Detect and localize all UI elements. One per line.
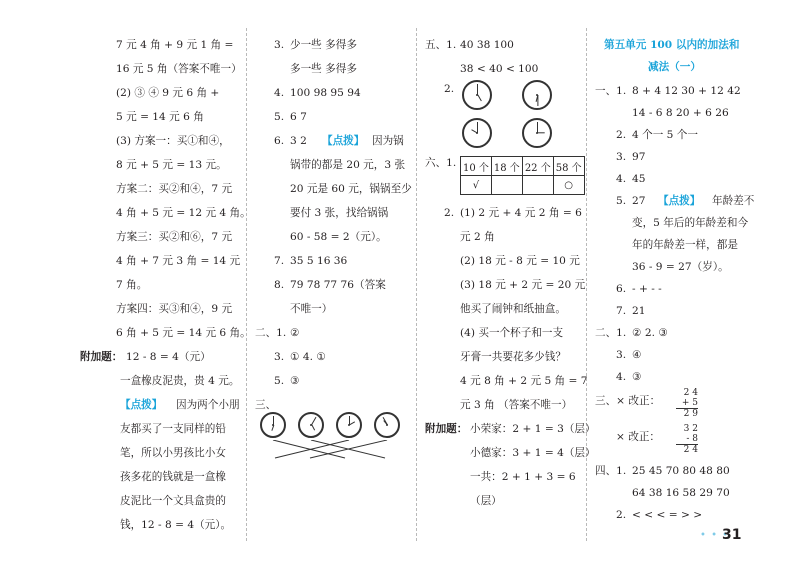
s2-1-text: ② 2. ③ [632, 327, 668, 339]
tip-line: 因为两个小朋 [176, 399, 240, 411]
s5-2-num: 2. [444, 83, 455, 95]
q1-line-a: 8 + 4 12 30 + 12 42 [632, 85, 741, 97]
q6-text: - + - - [632, 283, 662, 295]
extra-question-label: 附加题： [80, 351, 123, 363]
c2-item-num: 3. [274, 39, 285, 51]
tip-line: 友都买了一支同样的铅 [120, 423, 226, 435]
q1-num: 一、1. [595, 85, 627, 97]
s2-5-text: ③ [290, 375, 300, 387]
q7-num: 7. [616, 305, 627, 317]
q3-text: 97 [632, 151, 646, 163]
q6-tip-tail: 因为锅 [372, 135, 404, 147]
c1-extra-line: 12 - 8 = 4（元） [126, 351, 211, 363]
q6-num: 6. [616, 283, 627, 295]
q1-line-b: 14 - 6 8 20 + 6 26 [632, 107, 729, 119]
calc-line: 2 4 [683, 445, 698, 455]
table-row [461, 176, 585, 195]
table-cell: 18 个 [491, 157, 522, 176]
s2-1-num: 二、1. [255, 327, 287, 339]
c1-line: 7 元 4 角 + 9 元 1 角 = [116, 39, 234, 51]
q5-num: 5. [616, 195, 627, 207]
unit-title: 第五单元 100 以内的加法和 [604, 39, 740, 51]
s4-1-num: 四、1. [595, 465, 627, 477]
s2-3-text: ① 4. ① [290, 351, 326, 363]
c1-line: 方案三：买②和⑥，7 元 [116, 231, 233, 243]
s2-1-num: 二、1. [595, 327, 627, 339]
calc-line: 2 4 [683, 388, 698, 398]
tip-line: 皮泥比一个文具盒贵的 [120, 495, 226, 507]
q7-num: 7. [274, 255, 285, 267]
q7-text: 35 5 16 36 [290, 255, 348, 267]
q5-tip-tail: 年龄差不 [712, 195, 755, 207]
column-divider [246, 28, 247, 541]
tip-line: 孩多花的钱就是一盒橡 [120, 471, 226, 483]
q5-tip-tag: 【点拨】 [658, 195, 701, 207]
q2-line: 4 元 8 角 + 2 元 5 角 = 7 [460, 375, 588, 387]
table-cell: √ [461, 176, 492, 195]
c1-line: 4 角 + 7 元 3 角 = 14 元 [116, 255, 241, 267]
column-divider [586, 28, 587, 541]
q6-line: 锅带的都是 20 元，3 张 [290, 159, 406, 171]
q6-answer: 3 2 [290, 135, 307, 147]
q2-num: 2. [444, 207, 455, 219]
tip-line: 笔，所以小男孩比小女 [120, 447, 226, 459]
c1-line: 6 角 + 5 元 = 14 元 6 角。 [116, 327, 251, 339]
c1-line: 方案四：买③和④，9 元 [116, 303, 233, 315]
table-cell: 58 个 [553, 157, 584, 176]
page-number: 31 [722, 527, 742, 543]
c1-line: 方案二：买②和④，7 元 [116, 183, 233, 195]
clock-icon [260, 412, 286, 438]
c2-item-text: 6 7 [290, 111, 307, 123]
clock-icon [336, 412, 362, 438]
unit-subtitle: 减法（一） [648, 61, 701, 73]
matching-lines [255, 440, 415, 460]
tip-tag: 【点拨】 [120, 399, 163, 411]
c2-item-text: 多一些 多得多 [290, 63, 357, 75]
table-cell: 22 个 [522, 157, 553, 176]
q5-line: 变，5 年后的年龄差和今 [632, 217, 749, 229]
c1-extra-line2: 一盒橡皮泥贵，贵 4 元。 [120, 375, 240, 387]
q5-line: 年的年龄差一样，都是 [632, 239, 738, 251]
q2-line: (3) 18 元 + 2 元 = 20 元 [460, 279, 586, 291]
s2-3-num: 3. [616, 349, 627, 361]
calc-line: 2 9 [683, 409, 698, 419]
q2-line: (1) 2 元 + 4 元 2 角 = 6 [460, 207, 582, 219]
c1-line: 7 角。 [116, 279, 148, 291]
s3-label: 三、 [255, 399, 277, 411]
vertical-calc [676, 388, 698, 419]
extra-line: （层） [470, 495, 502, 507]
table-row [461, 157, 585, 176]
q2-line: 牙膏一共要花多少钱？ [460, 351, 566, 363]
s4-1-line-b: 64 38 16 58 29 70 [632, 487, 730, 499]
s4-1-line-a: 25 45 70 80 48 80 [632, 465, 730, 477]
q2-line: 元 2 角 [460, 231, 495, 243]
s5-1-num: 五、1. [425, 39, 457, 51]
c1-line: (3) 方案一：买①和④， [116, 135, 230, 147]
clock-icon [462, 80, 492, 110]
q8-num: 8. [274, 279, 285, 291]
clock-icon [298, 412, 324, 438]
s2-1-text: ② [290, 327, 300, 339]
q4-text: 45 [632, 173, 646, 185]
c1-line: (2) ③ ④ 9 元 6 角 + [116, 87, 220, 99]
c1-line: 16 元 5 角（答案不唯一） [116, 63, 242, 75]
extra-question-label: 附加题： [425, 423, 468, 435]
s2-5-num: 5. [274, 375, 285, 387]
c1-line: 4 角 + 5 元 = 12 元 4 角。 [116, 207, 251, 219]
q7-text: 21 [632, 305, 646, 317]
q6-line: 60 - 58 = 2（元）。 [290, 231, 387, 243]
column-divider [416, 28, 417, 541]
c2-item-num: 5. [274, 111, 285, 123]
table-cell [522, 176, 553, 195]
q2-num: 2. [616, 129, 627, 141]
q2-text: 4 个一 5 个一 [632, 129, 698, 141]
s4-2-text: < < < = > > [632, 509, 703, 521]
extra-line: 小德家：3 + 1 = 4（层） [470, 447, 596, 459]
q2-line: (2) 18 元 - 8 元 = 10 元 [460, 255, 580, 267]
q2-line: 元 3 角 （答案不唯一） [460, 399, 573, 411]
q6-line: 要付 3 张，找给锅锅 [290, 207, 389, 219]
table-cell: ○ [553, 176, 584, 195]
c2-item-num: 4. [274, 87, 285, 99]
clock-icon [462, 118, 492, 148]
table-cell [491, 176, 522, 195]
extra-line: 一共：2 + 1 + 3 = 6 [470, 471, 576, 483]
s5-1-compare: 38 < 40 < 100 [460, 63, 539, 75]
table-cell: 10 个 [461, 157, 492, 176]
s2-3-num: 3. [274, 351, 285, 363]
c2-item-text: 少一些 多得多 [290, 39, 357, 51]
c1-line: 8 元 + 5 元 = 13 元。 [116, 159, 227, 171]
q5-line: 36 - 9 = 27（岁）。 [632, 261, 729, 273]
s5-1-text: 40 38 100 [460, 39, 514, 51]
s6-1-num: 六、1. [425, 157, 457, 169]
q6-tip-tag: 【点拨】 [322, 135, 365, 147]
q6-num: 6. [274, 135, 285, 147]
page-dots: • • • [700, 530, 730, 541]
c2-item-text: 100 98 95 94 [290, 87, 361, 99]
vertical-calc [676, 424, 698, 455]
calc-line: + 5 [676, 398, 698, 409]
c1-line: 5 元 = 14 元 6 角 [116, 111, 204, 123]
q5-answer: 27 [632, 195, 646, 207]
extra-line: 小荣家：2 + 1 = 3（层） [470, 423, 596, 435]
q8-text-cont: 不唯一） [290, 303, 333, 315]
clock-icon [522, 80, 552, 110]
calc-line: 3 2 [683, 424, 698, 434]
s2-4-num: 4. [616, 371, 627, 383]
tip-line: 钱，12 - 8 = 4（元）。 [120, 519, 232, 531]
clock-icon [522, 118, 552, 148]
answer-table [460, 156, 585, 195]
q6-line: 20 元是 60 元，锅锅至少 [290, 183, 412, 195]
s2-3-text: ④ [632, 349, 642, 361]
q2-line: 他买了闹钟和纸抽盒。 [460, 303, 566, 315]
s3b-label: × 改正： [616, 431, 661, 443]
s4-2-num: 2. [616, 509, 627, 521]
q3-num: 3. [616, 151, 627, 163]
q8-text: 79 78 77 76（答案 [290, 279, 386, 291]
clock-icon [374, 412, 400, 438]
s3-label: 三、× 改正： [595, 395, 661, 407]
q4-num: 4. [616, 173, 627, 185]
q2-line: (4) 买一个杯子和一支 [460, 327, 564, 339]
s2-4-text: ③ [632, 371, 642, 383]
calc-line: - 8 [676, 434, 698, 445]
